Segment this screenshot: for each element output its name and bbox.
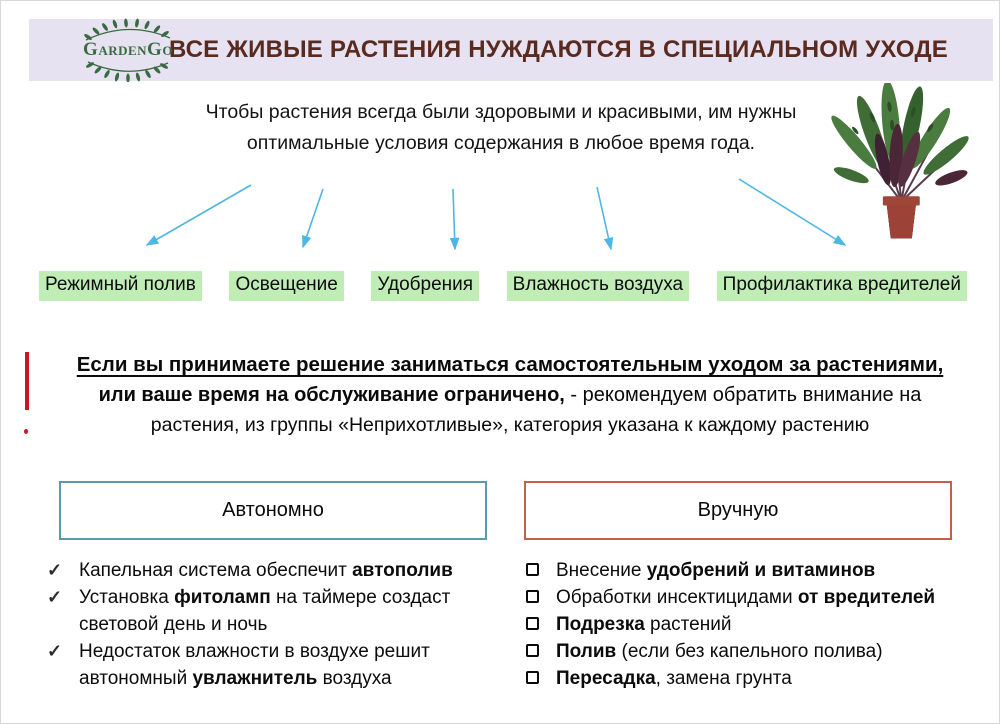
arrows-graphic (1, 173, 1000, 259)
manual-box (524, 481, 952, 540)
arrow-icon (303, 189, 323, 247)
list-item: Обработки инсектицидами от вредителей (524, 584, 972, 611)
checkbox-icon (526, 563, 539, 576)
care-label-lighting: Освещение (229, 271, 343, 301)
care-labels-row (39, 271, 967, 301)
arrow-icon (739, 179, 845, 245)
arrow-icon (147, 185, 251, 245)
checkbox-icon (526, 671, 539, 684)
checkbox-icon (526, 617, 539, 630)
laurel-wreath-bottom-icon (78, 58, 178, 82)
list-item: Пересадка, замена грунта (524, 665, 972, 692)
checkmark-icon: ✓ (47, 641, 63, 661)
manual-box-title: Вручную (697, 499, 779, 521)
list-item: Полив (если без капельного полива) (524, 638, 972, 665)
logo-text: GardenGo (83, 39, 173, 60)
intro-line-2: оптимальные условия содержания в любое время года. (246, 132, 756, 154)
autonomous-box-title: Автономно (222, 499, 324, 521)
care-label-fertilizer: Удобрения (371, 271, 479, 301)
note-line-3: растения, из группы «Неприхотливые», категория указана к каждому растению (150, 414, 870, 436)
care-label-humidity: Влажность воздуха (507, 271, 689, 301)
intro-line-1: Чтобы растения всегда были здоровыми и красивыми, им нужны (205, 101, 797, 123)
autonomous-box (59, 481, 487, 540)
list-item: Подрезка растений (524, 611, 972, 638)
care-label-pests: Профилактика вредителей (717, 271, 967, 301)
logo (73, 17, 183, 83)
checkmark-icon: ✓ (47, 587, 63, 607)
note-paragraph (37, 350, 983, 440)
red-accent-dot (24, 429, 28, 434)
arrow-icon (453, 189, 455, 249)
checkbox-icon (526, 644, 539, 657)
autonomous-list (47, 557, 481, 692)
checkbox-icon (526, 590, 539, 603)
checkmark-icon: ✓ (47, 560, 63, 580)
note-line-1: Если вы принимаете решение заниматься самостоятельным уходом за растениями, (76, 353, 944, 376)
page-title: ВСЕ ЖИВЫЕ РАСТЕНИЯ НУЖДАЮТСЯ В СПЕЦИАЛЬНОМ УХОДЕ (169, 36, 948, 63)
care-label-watering: Режимный полив (39, 271, 202, 301)
intro-paragraph (151, 97, 851, 159)
red-accent-bar (25, 352, 29, 410)
arrow-icon (597, 187, 611, 249)
note-line-2: или ваше время на обслуживание ограничено, - рекомендуем обратить внимание на (98, 384, 922, 406)
list-item: ✓ Недостаток влажности в воздухе решит автономный увлажнитель воздуха (47, 638, 481, 692)
list-item: ✓ Установка фитоламп на таймере создаст световой день и ночь (47, 584, 481, 638)
list-item: Внесение удобрений и витаминов (524, 557, 972, 584)
list-item: ✓ Капельная система обеспечит автополив (47, 557, 481, 584)
manual-list (524, 557, 972, 692)
